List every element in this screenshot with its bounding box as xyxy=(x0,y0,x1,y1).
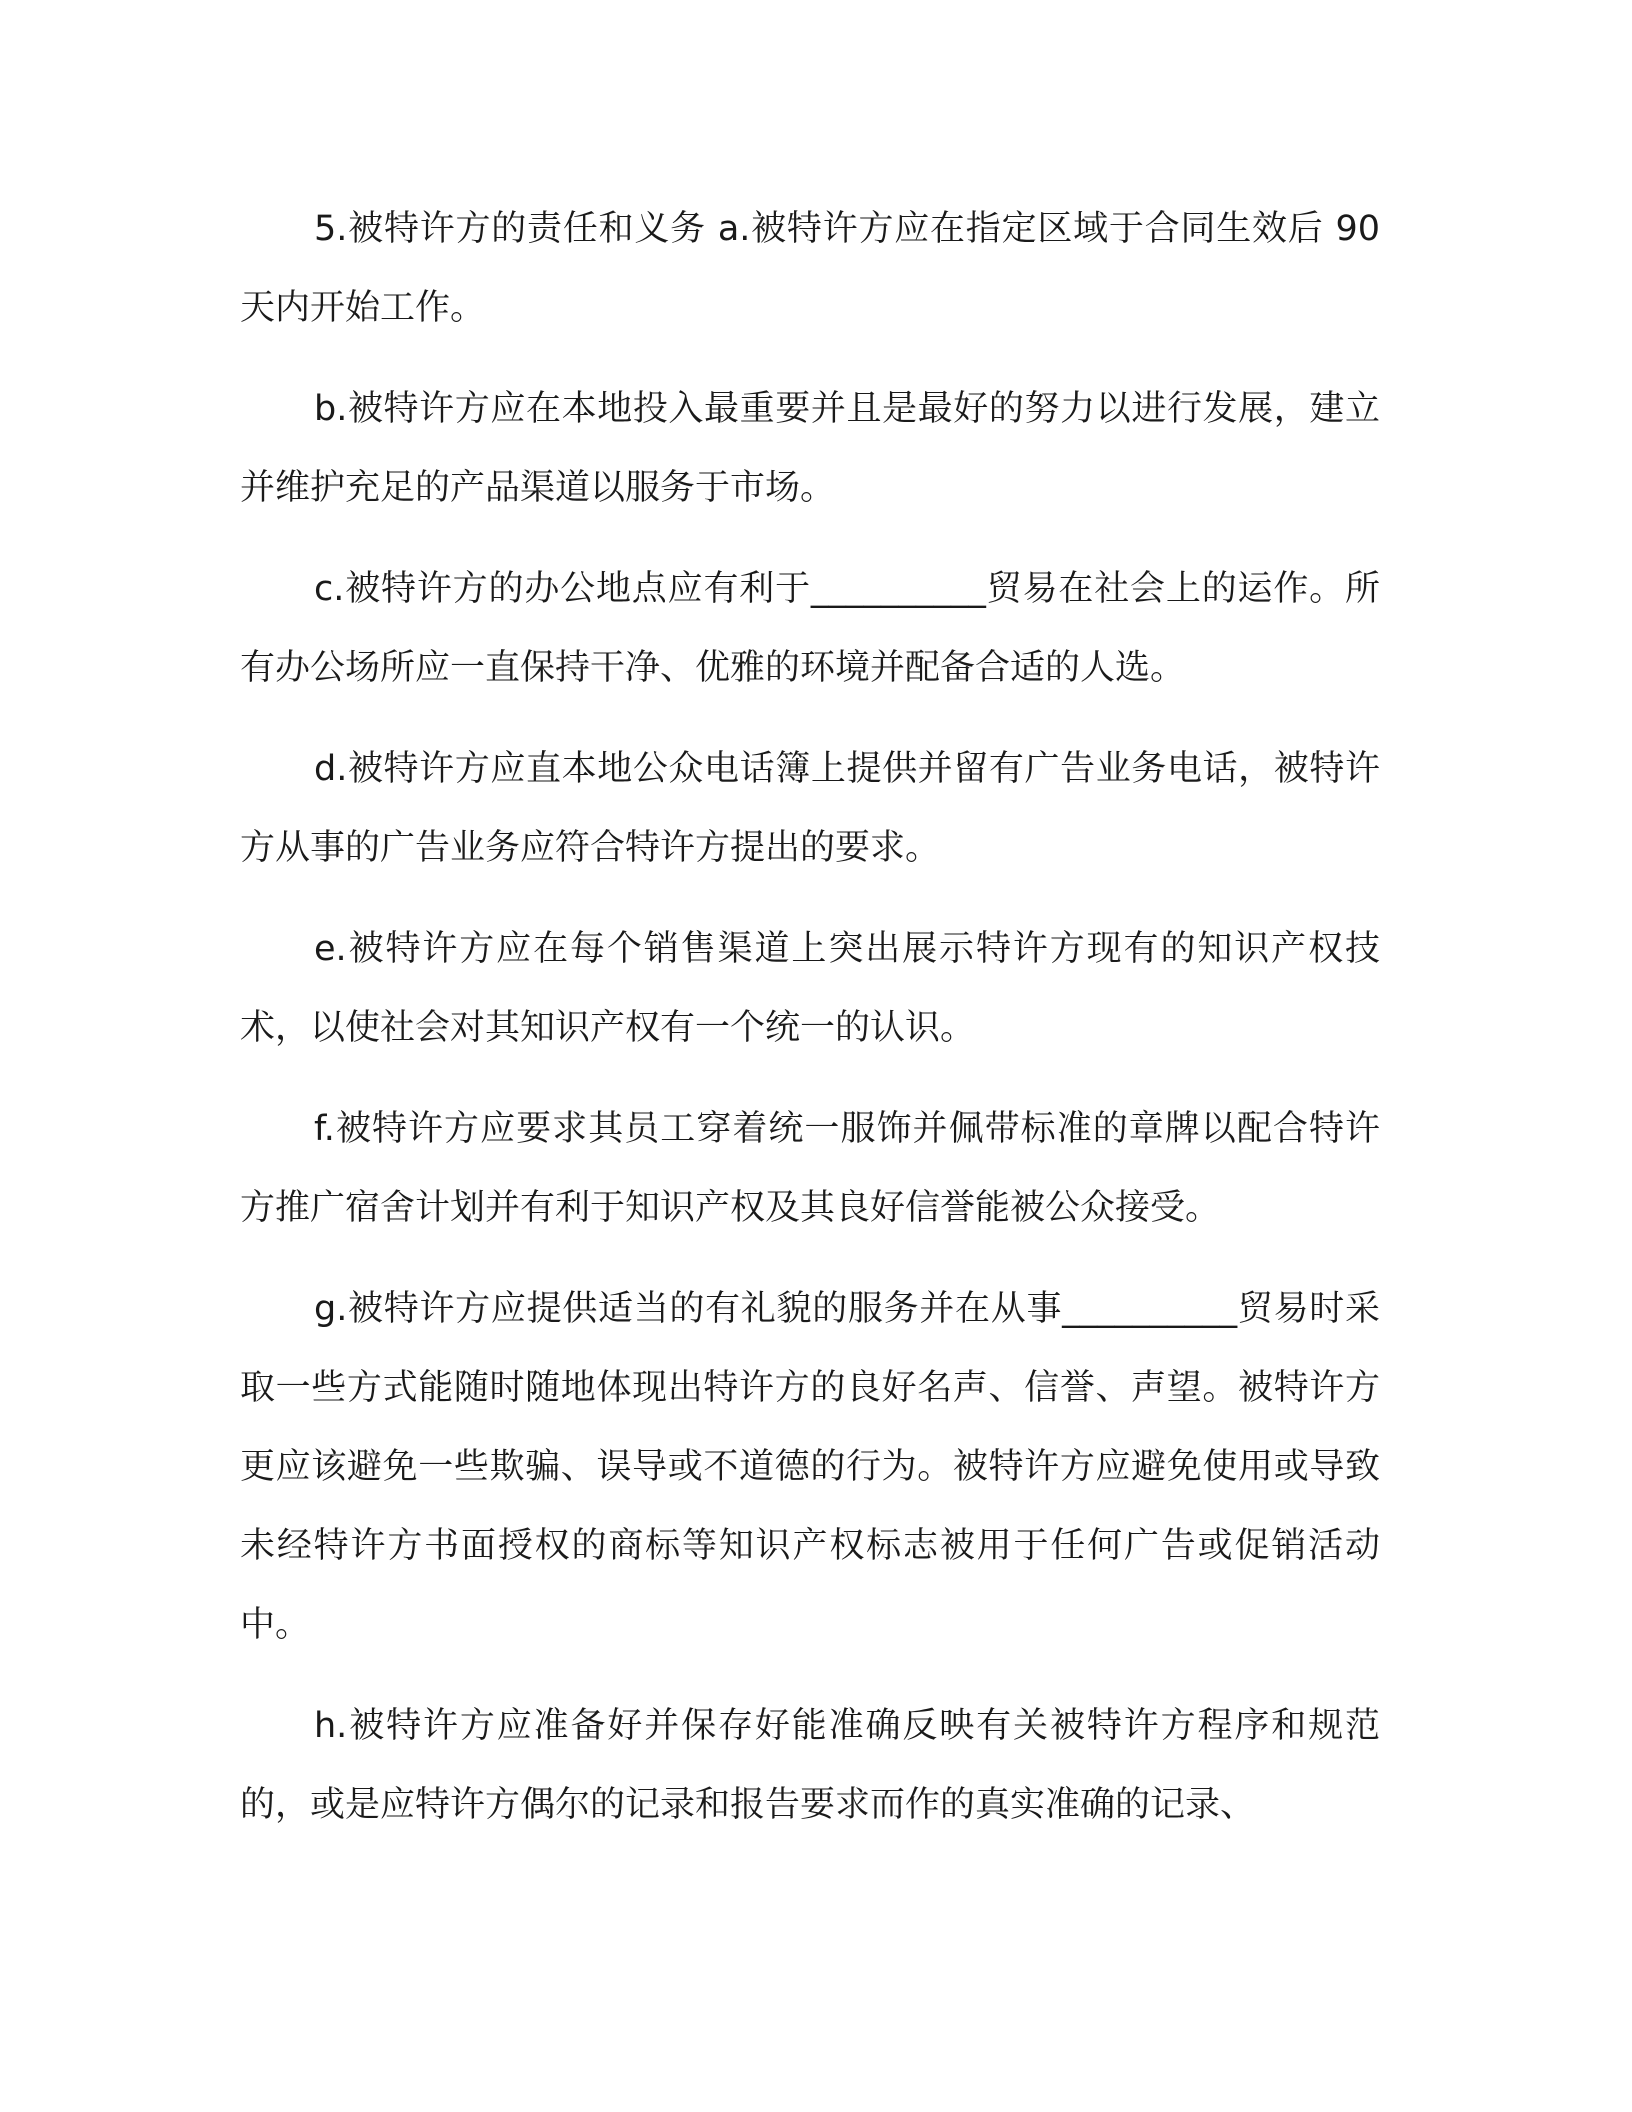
paragraph-h: h.被特许方应准备好并保存好能准确反映有关被特许方程序和规范的，或是应特许方偶尔的记录和报告要求而作的真实准确的记录、 xyxy=(240,1706,1380,1825)
document-body xyxy=(240,190,1380,1867)
paragraph-d: d.被特许方应直本地公众电话簿上提供并留有广告业务电话，被特许方从事的广告业务应符合特许方提出的要求。 xyxy=(240,749,1380,868)
paragraph-c: c.被特许方的办公地点应有利于__________贸易在社会上的运作。所有办公场所应一直保持干净、优雅的环境并配备合适的人选。 xyxy=(240,569,1380,688)
paragraph-b: b.被特许方应在本地投入最重要并且是最好的努力以进行发展，建立并维护充足的产品渠道以服务于市场。 xyxy=(240,389,1380,508)
paragraph-5a: 5.被特许方的责任和义务 a.被特许方应在指定区域于合同生效后 90 天内开始工作。 xyxy=(240,209,1380,328)
paragraph-f: f.被特许方应要求其员工穿着统一服饰并佩带标准的章牌以配合特许方推广宿舍计划并有利于知识产权及其良好信誉能被公众接受。 xyxy=(240,1109,1380,1228)
paragraph-e: e.被特许方应在每个销售渠道上突出展示特许方现有的知识产权技术，以使社会对其知识产权有一个统一的认识。 xyxy=(240,929,1380,1048)
paragraph-g: g.被特许方应提供适当的有礼貌的服务并在从事__________贸易时采取一些方式能随时随地体现出特许方的良好名声、信誉、声望。被特许方更应该避免一些欺骗、误导或不道德的行为。被特许方应避免使用或导致未经特许方书面授权的商标等知识产权标志被用于任何广告或促销活动中。 xyxy=(240,1289,1380,1645)
